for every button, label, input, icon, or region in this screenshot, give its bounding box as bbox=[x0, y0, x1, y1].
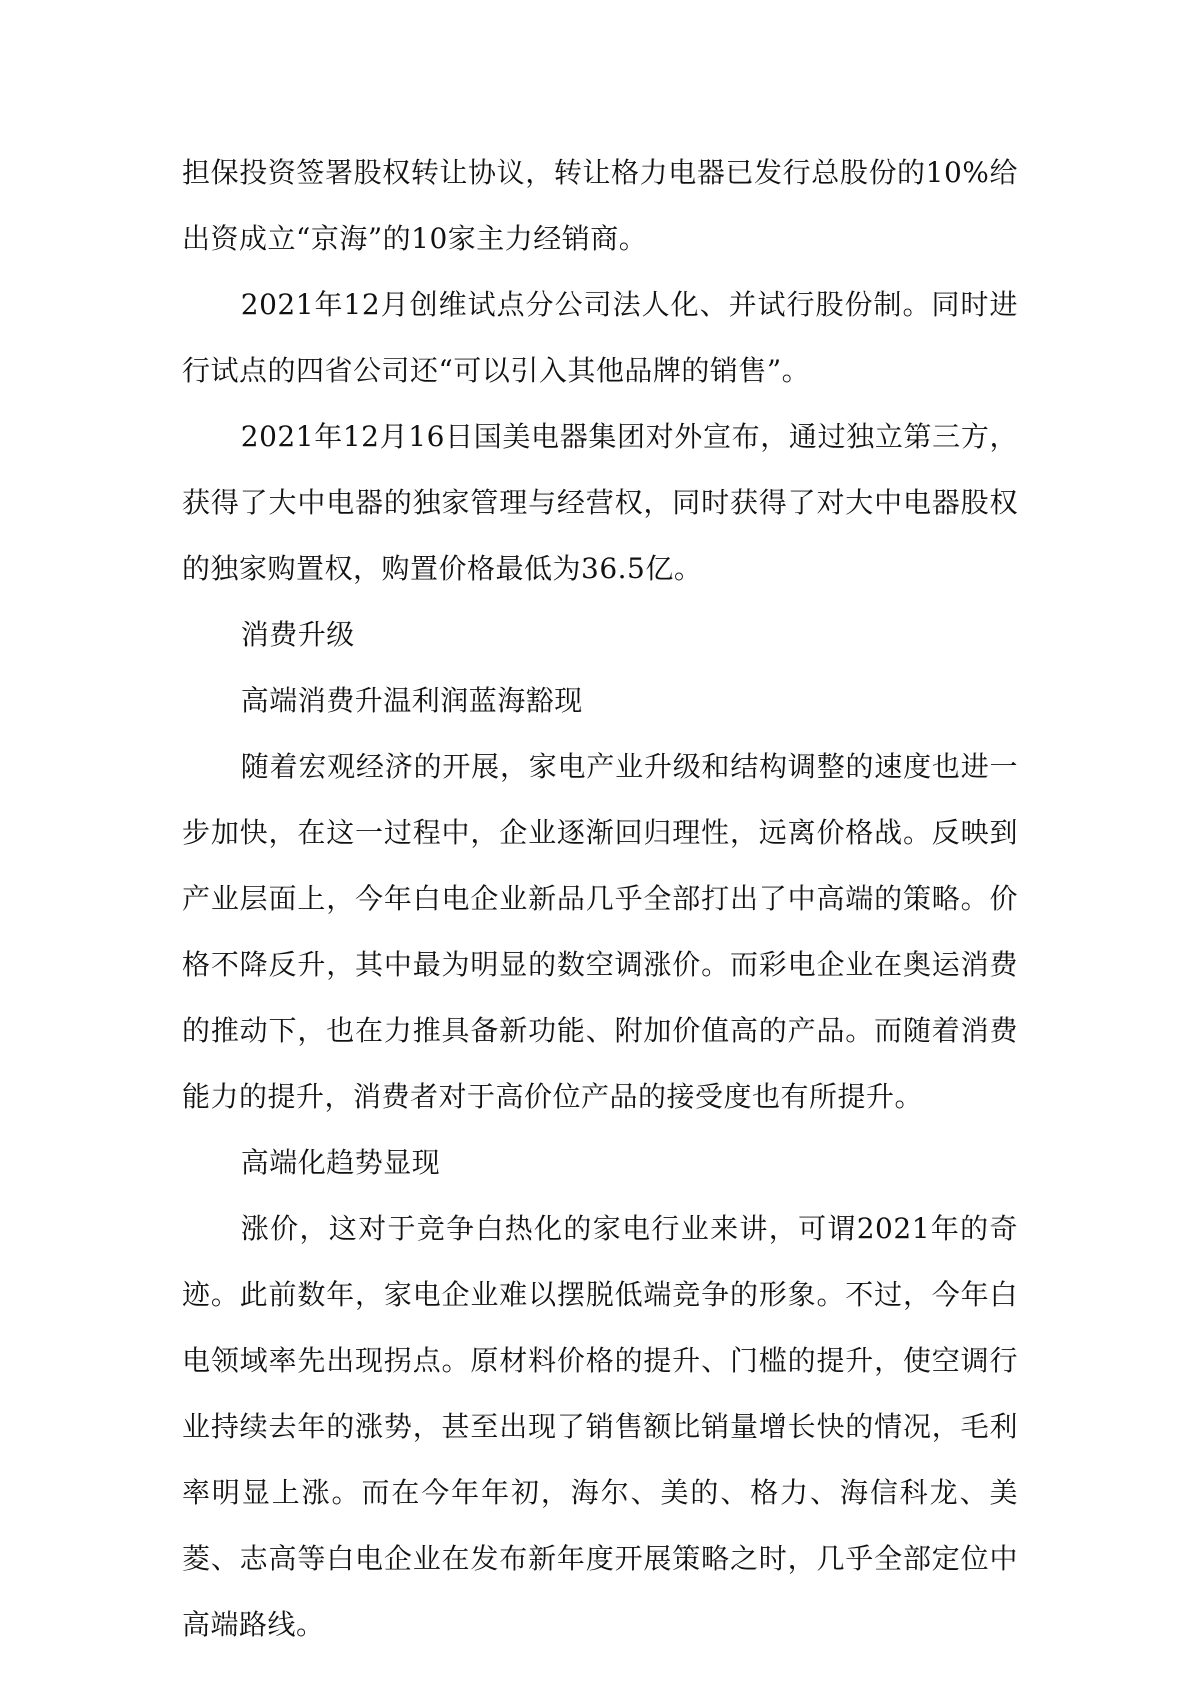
subheading-high-end-trend: 高端化趋势显现 bbox=[240, 1146, 441, 1179]
paragraph-gree-share-transfer: 担保投资签署股权转让协议，转让格力电器已发行总股份的10%给出资成立“京海”的10家主力经销商。 bbox=[182, 156, 1018, 255]
paragraph-price-rise: 涨价，这对于竞争白热化的家电行业来讲，可谓2021年的奇迹。此前数年，家电企业难以摆脱低端竞争的形象。不过，今年白电领域率先出现拐点。原材料价格的提升、门槛的提升，使空调行业持续去年的涨势，甚至出现了销售额比销量增长快的情况，毛利率明显上涨。而在今年年初，海尔、美的、格力、海信科龙、美菱、志高等白电企业在发布新年度开展策略之时，几乎全部定位中高端路线。 bbox=[182, 1212, 1018, 1641]
paragraph-gome-dazhong: 2021年12月16日国美电器集团对外宣布，通过独立第三方，获得了大中电器的独家管理与经营权，同时获得了对大中电器股权的独家购置权，购置价格最低为36.5亿。 bbox=[182, 420, 1018, 585]
paragraph-industry-upgrade: 随着宏观经济的开展，家电产业升级和结构调整的速度也进一步加快，在这一过程中，企业逐渐回归理性，远离价格战。反映到产业层面上，今年白电企业新品几乎全部打出了中高端的策略。价格不降反升，其中最为明显的数空调涨价。而彩电企业在奥运消费的推动下，也在力推具备新功能、附加价值高的产品。而随着消费能力的提升，消费者对于高价位产品的接受度也有所提升。 bbox=[182, 750, 1018, 1113]
section-heading-consumption-upgrade: 消费升级 bbox=[240, 618, 355, 651]
subheading-high-end-consumption: 高端消费升温利润蓝海豁现 bbox=[240, 684, 583, 717]
document-body bbox=[182, 140, 1018, 1658]
paragraph-skyworth-pilot: 2021年12月创维试点分公司法人化、并试行股份制。同时进行试点的四省公司还“可以引入其他品牌的销售”。 bbox=[182, 288, 1018, 387]
